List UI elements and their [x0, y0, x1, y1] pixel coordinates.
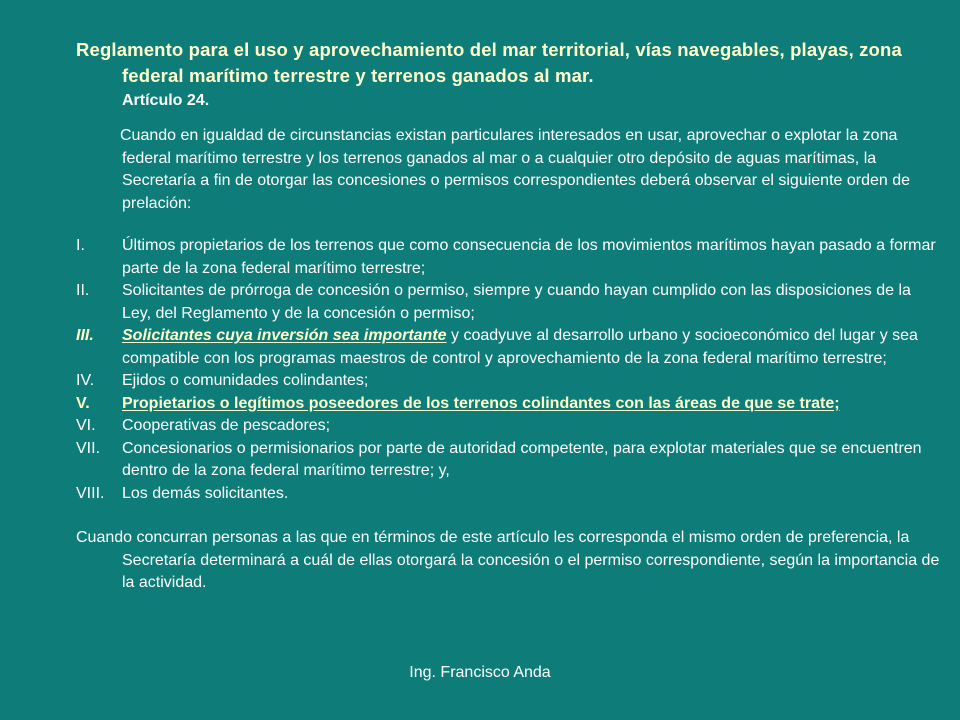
list-item-iv — [76, 370, 944, 393]
prelation-list — [76, 235, 944, 505]
list-item-iii — [76, 325, 944, 370]
list-item-ii — [76, 280, 944, 325]
list-item-v — [76, 393, 944, 416]
list-number: IV. — [76, 372, 95, 389]
list-item-text: Concesionarios o permisionarios por parte de autoridad competente, para explotar materiales que se encuentren dentro de la zona federal marítimo terrestre; y, — [122, 439, 922, 479]
list-item-vii — [76, 438, 944, 483]
list-number: I. — [76, 237, 85, 254]
list-item-text: Últimos propietarios de los terrenos que como consecuencia de los movimientos marítimos hayan pasado a formar parte de la zona federal marítimo terrestre; — [122, 237, 936, 277]
list-item-i — [76, 235, 944, 280]
list-item-highlight-link[interactable]: Solicitantes cuya inversión sea importante — [122, 327, 447, 344]
list-number: II. — [76, 282, 90, 299]
list-item-vi — [76, 415, 944, 438]
intro-paragraph: Cuando en igualdad de circunstancias existan particulares interesados en usar, aprovechar o explotar la zona federal marítimo terrestre y los terrenos ganados al mar o a cualquier otro depósito de aguas marítimas, la Secretaría a fin de otorgar las concesiones o permisos correspondientes deberá observar el siguiente orden de prelación: — [120, 127, 911, 212]
list-number: VII. — [76, 439, 101, 457]
list-item-highlight-link[interactable]: Propietarios o legítimos poseedores de los terrenos colindantes con las áreas de que se trate; — [122, 394, 840, 412]
closing-paragraph: Cuando concurran personas a las que en términos de este artículo les corresponda el mismo orden de preferencia, la Secretaría determinará a cuál de ellas otorgará la concesión o el permiso correspondiente, según la importancia de la actividad. — [76, 529, 940, 591]
list-number: VI. — [76, 417, 96, 434]
list-item-text: Ejidos o comunidades colindantes; — [122, 372, 369, 389]
list-number-highlight: V. — [76, 394, 90, 412]
list-item-text: y coadyuve al desarrollo urbano y socioeconómico del lugar y sea compatible con los programas maestros de control y aprovechamiento de la zona federal marítimo terrestre; — [122, 327, 918, 367]
list-item-text: Solicitantes de prórroga de concesión o permiso, siempre y cuando hayan cumplido con las disposiciones de la Ley, del Reglamento y de la concesión o permiso; — [122, 282, 911, 322]
slide-title: Reglamento para el uso y aprovechamiento del mar territorial, vías navegables, playas, zona federal marítimo terrestre y terrenos ganados al mar. — [76, 39, 902, 86]
list-number-highlight: III. — [76, 327, 94, 344]
list-item-text: Cooperativas de pescadores; — [122, 417, 331, 434]
list-item-viii — [76, 483, 944, 506]
slide-content — [76, 37, 944, 595]
article-heading: Artículo 24. — [122, 92, 210, 109]
list-item-text: Los demás solicitantes. — [122, 484, 289, 502]
footer-author: Ing. Francisco Anda — [409, 664, 551, 681]
list-number: VIII. — [76, 484, 105, 502]
